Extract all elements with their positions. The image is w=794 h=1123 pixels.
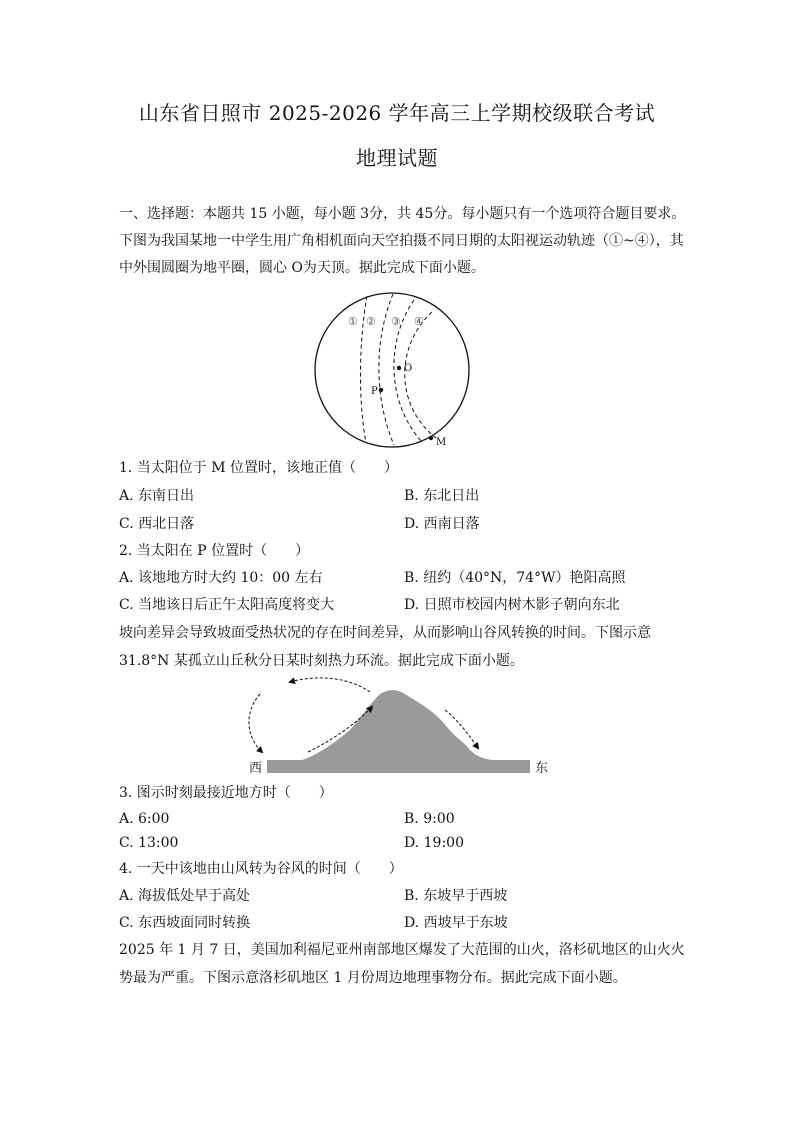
figure1-intro-line2: 中外围圆圈为地平圈，圆心 O为天顶。据此完成下面小题。 xyxy=(119,260,485,276)
east-label: 东 xyxy=(535,761,549,776)
q1-option-d: D. 西南日落 xyxy=(404,516,480,532)
q3-option-c: C. 13:00 xyxy=(119,835,179,851)
q2-option-b: B. 纽约（40°N，74°W）艳阳高照 xyxy=(404,570,626,586)
q3-stem: 3. 图示时刻最接近地方时（ ） xyxy=(119,785,333,801)
upper-return-flow-arrow xyxy=(290,678,370,692)
page-subtitle: 地理试题 xyxy=(356,146,438,170)
figure2-intro-line2: 31.8°N 某孤立山丘秋分日某时刻热力环流。据此完成下面小题。 xyxy=(119,653,524,669)
track-label-4: ④ xyxy=(414,315,424,328)
sun-point-p xyxy=(379,388,383,392)
q2-option-c: C. 当地该日后正午太阳高度将变大 xyxy=(119,597,335,613)
sun-point-p-label: P xyxy=(371,386,378,397)
track-label-3: ③ xyxy=(391,315,401,328)
figure3-intro-line2: 势最为严重。下图示意洛杉矶地区 1 月份周边地理事物分布。据此完成下面小题。 xyxy=(119,970,627,986)
figure1-intro-line1: 下图为我国某地一中学生用广角相机面向天空拍摄不同日期的太阳视运动轨迹（①~④），其 xyxy=(119,233,684,249)
sun-point-m xyxy=(429,436,433,440)
q3-option-a: A. 6:00 xyxy=(119,811,170,827)
sun-track-4 xyxy=(405,312,436,438)
q2-option-a: A. 该地地方时大约 10：00 左右 xyxy=(119,570,323,586)
q3-option-d: D. 19:00 xyxy=(404,835,464,851)
track-label-2: ② xyxy=(366,315,376,328)
sun-point-m-label: M xyxy=(436,437,447,448)
q4-option-a: A. 海拔低处早于高处 xyxy=(119,888,251,904)
sun-path-figure xyxy=(310,290,480,450)
west-sinking-flow-arrow xyxy=(249,694,262,752)
zenith-label: O xyxy=(404,363,413,374)
zenith-point xyxy=(397,366,401,370)
q4-option-b: B. 东坡早于西坡 xyxy=(404,888,508,904)
q3-option-b: B. 9:00 xyxy=(404,811,455,827)
q4-stem: 4. 一天中该地由山风转为谷风的时间（ ） xyxy=(119,861,403,877)
west-label: 西 xyxy=(249,761,263,776)
hill-circulation-figure xyxy=(240,672,560,782)
page-title: 山东省日照市 2025-2026 学年高三上学期校级联合考试 xyxy=(138,101,656,125)
q1-option-c: C. 西北日落 xyxy=(119,516,195,532)
q4-option-c: C. 东西坡面同时转换 xyxy=(119,915,251,931)
track-label-1: ① xyxy=(348,315,358,328)
q2-option-d: D. 日照市校园内树木影子朝向东北 xyxy=(404,597,620,613)
q1-stem: 1. 当太阳位于 M 位置时，该地正值（ ） xyxy=(119,460,399,476)
hill-shape xyxy=(267,690,530,773)
q1-option-a: A. 东南日出 xyxy=(119,488,195,504)
figure2-intro-line1: 坡向差异会导致坡面受热状况的存在时间差异，从而影响山谷风转换的时间。下图示意 xyxy=(119,625,651,641)
figure3-intro-line1: 2025 年 1 月 7 日，美国加利福尼亚州南部地区爆发了大范围的山火，洛杉矶地区的山火火 xyxy=(119,942,685,958)
q2-stem: 2. 当太阳在 P 位置时（ ） xyxy=(119,543,310,559)
q1-option-b: B. 东北日出 xyxy=(404,488,480,504)
q4-option-d: D. 西坡早于东坡 xyxy=(404,915,508,931)
section-instructions: 一、选择题：本题共 15 小题，每小题 3分，共 45分。每小题只有一个选项符合题目要求。 xyxy=(119,206,686,222)
